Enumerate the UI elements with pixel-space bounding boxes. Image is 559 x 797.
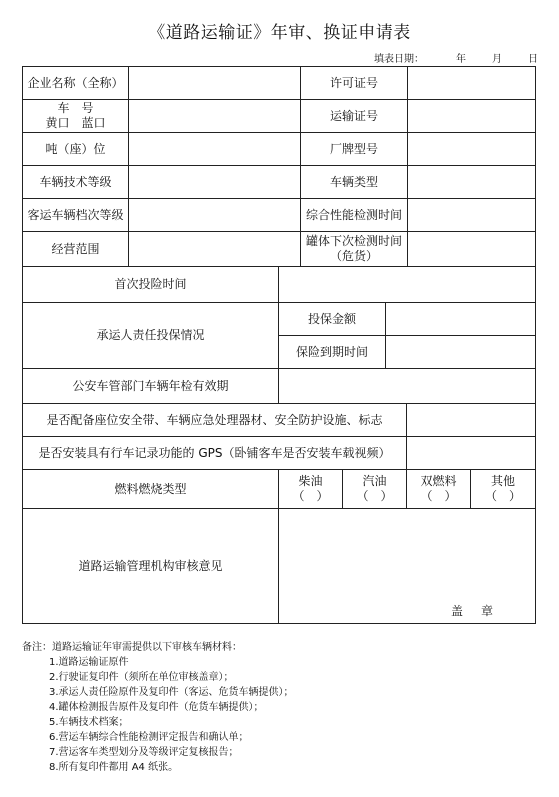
business-scope-field[interactable]: [128, 231, 301, 267]
fuel-option-dual[interactable]: [406, 469, 471, 509]
insured-amount-label: 投保金额: [278, 302, 386, 336]
notes-item: 2.行驶证复印件（须所在单位审核盖章）；: [49, 672, 234, 683]
fuel-option-gasoline[interactable]: [342, 469, 407, 509]
notes-item: 5.车辆技术档案；: [49, 717, 129, 728]
brand-model-field[interactable]: [407, 132, 536, 166]
insured-amount-field[interactable]: [385, 302, 536, 336]
fill-date-day: 日: [528, 54, 538, 65]
fuel-type-label: 燃料燃烧类型: [22, 469, 279, 509]
tank-test-label: [300, 231, 408, 267]
tech-grade-label: 车辆技术等级: [22, 165, 129, 199]
carrier-liability-label: 承运人责任投保情况: [22, 302, 279, 369]
fuel-option-name: 双燃料: [420, 474, 457, 488]
brand-model-label: 厂牌型号: [300, 132, 408, 166]
bus-class-label: 客运车辆档次等级: [22, 198, 129, 232]
notes-item: 1.道路运输证原件: [49, 657, 129, 668]
transport-cert-label: 运输证号: [300, 99, 408, 133]
insurance-expiry-field[interactable]: [385, 335, 536, 369]
notes: [22, 640, 537, 775]
police-inspection-field[interactable]: [278, 368, 536, 404]
tank-test-text: 罐体下次检测时间: [305, 234, 402, 248]
fuel-option-other[interactable]: [470, 469, 536, 509]
fuel-option-mark: （ ）: [356, 489, 393, 503]
review-opinion-field[interactable]: [278, 508, 536, 624]
notes-item: 4.罐体检测报告原件及复印件（危货车辆提供）；: [49, 702, 264, 713]
perf-test-field[interactable]: [407, 198, 536, 232]
first-insure-label: 首次投险时间: [22, 266, 279, 303]
bus-class-field[interactable]: [128, 198, 301, 232]
gps-label: 是否安装具有行车记录功能的 GPS（卧铺客车是否安装车载视频）: [22, 436, 407, 470]
plate-no-label: [22, 99, 129, 133]
review-opinion-label: 道路运输管理机构审核意见: [22, 508, 279, 624]
form-title: 《道路运输证》年审、换证申请表: [148, 23, 411, 43]
first-insure-field[interactable]: [278, 266, 536, 303]
notes-item: 3.承运人责任险原件及复印件（客运、危货车辆提供）；: [49, 687, 294, 698]
fuel-option-name: 其他: [490, 474, 515, 488]
safety-equipment-field[interactable]: [406, 403, 536, 437]
insurance-expiry-label: 保险到期时间: [278, 335, 386, 369]
safety-equipment-label: 是否配备座位安全带、车辆应急处理器材、安全防护设施、标志: [22, 403, 407, 437]
company-name-label: 企业名称（全称）: [22, 66, 129, 100]
fuel-option-diesel[interactable]: [278, 469, 343, 509]
perf-test-label: 综合性能检测时间: [300, 198, 408, 232]
gps-field[interactable]: [406, 436, 536, 470]
permit-no-field[interactable]: [407, 66, 536, 100]
notes-item: 7.营运客车类型划分及等级评定复核报告；: [49, 747, 239, 758]
fuel-option-mark: （ ）: [484, 489, 521, 503]
plate-no-field[interactable]: [128, 99, 301, 133]
transport-cert-field[interactable]: [407, 99, 536, 133]
notes-item: 6.营运车辆综合性能检测评定报告和确认单；: [49, 732, 249, 743]
tonnage-field[interactable]: [128, 132, 301, 166]
business-scope-label: 经营范围: [22, 231, 129, 267]
fill-date-year: 年: [456, 54, 466, 65]
plate-no-text: 车 号: [57, 101, 94, 115]
stamp-label: 盖章: [450, 604, 511, 618]
fill-date-label: 填表日期：: [374, 54, 424, 65]
fuel-option-mark: （ ）: [292, 489, 329, 503]
fuel-option-name: 汽油: [362, 474, 387, 488]
plate-color-options[interactable]: 黄口 蓝口: [45, 116, 106, 130]
vehicle-type-field[interactable]: [407, 165, 536, 199]
company-name-field[interactable]: [128, 66, 301, 100]
fill-date-month: 月: [492, 54, 502, 65]
police-inspection-label: 公安车管部门车辆年检有效期: [22, 368, 279, 404]
vehicle-type-label: 车辆类型: [300, 165, 408, 199]
fill-date: [0, 50, 559, 64]
notes-item: 8.所有复印件都用 A4 纸张。: [49, 762, 179, 773]
notes-head: 备注：道路运输证年审需提供以下审核车辆材料：: [22, 642, 242, 653]
tank-test-field[interactable]: [407, 231, 536, 267]
fuel-option-mark: （ ）: [420, 489, 457, 503]
tonnage-label: 吨（座）位: [22, 132, 129, 166]
tech-grade-field[interactable]: [128, 165, 301, 199]
fuel-option-name: 柴油: [298, 474, 323, 488]
application-form: [22, 66, 536, 624]
tank-test-note: （危货）: [329, 249, 378, 263]
permit-no-label: 许可证号: [300, 66, 408, 100]
